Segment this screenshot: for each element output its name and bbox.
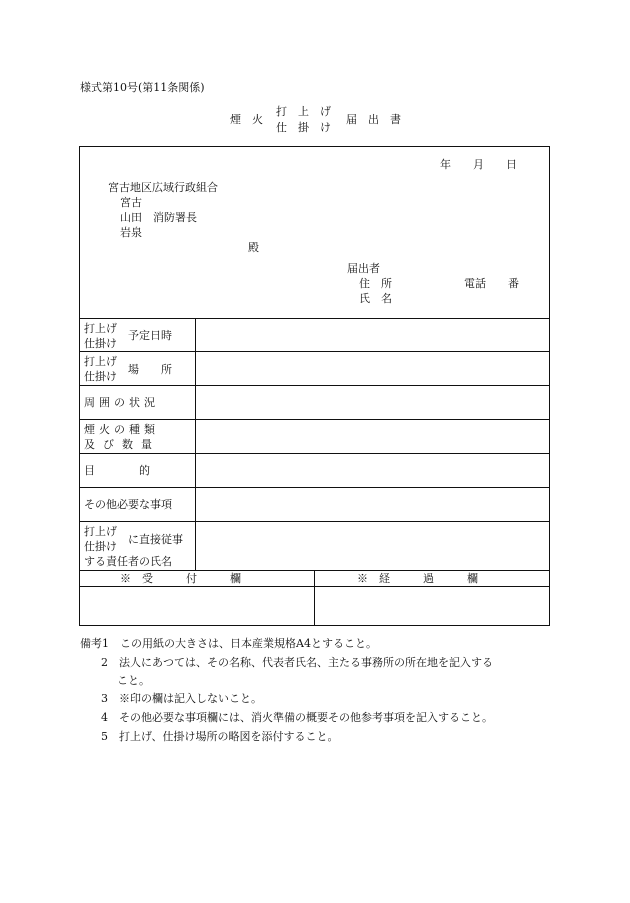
- row-divider: [79, 487, 550, 488]
- address-label: 住 所: [359, 277, 392, 290]
- addressee-line3: 岩泉: [120, 226, 142, 239]
- row7-label-bottom: 仕掛け: [84, 540, 117, 553]
- name-label: 氏 名: [359, 292, 392, 305]
- row7-label-line3: する責任者の氏名: [84, 555, 172, 568]
- row-divider: [79, 521, 550, 522]
- footer-column-divider: [314, 570, 315, 626]
- schedule-field[interactable]: [200, 322, 545, 346]
- note-4: 4 その他必要な事項欄には、消火準備の概要その他参考事項を記入すること。: [101, 711, 493, 724]
- purpose-field[interactable]: [200, 457, 545, 481]
- row4-label-top: 煙火の種類: [84, 423, 159, 436]
- addressee-line2: 山田 消防署長: [120, 211, 197, 224]
- responsible-person-field[interactable]: [200, 525, 545, 565]
- honorific: 殿: [248, 241, 259, 254]
- row-divider: [79, 318, 550, 319]
- row6-label: その他必要な事項: [84, 498, 172, 511]
- date-field[interactable]: 年 月 日: [440, 158, 517, 171]
- fireworks-type-field[interactable]: [200, 423, 545, 447]
- other-matters-field[interactable]: [200, 491, 545, 515]
- addressee-org: 宮古地区広域行政組合: [108, 181, 218, 194]
- row-divider: [79, 385, 550, 386]
- row7-label-right: に直接従事: [128, 533, 183, 546]
- progress-field: [319, 590, 544, 622]
- note-2: 2 法人にあつては、その名称、代表者氏名、主たる事務所の所在地を記入する: [101, 656, 493, 669]
- title-part3: 届 出 書: [346, 113, 401, 126]
- title-part1: 煙 火: [230, 113, 263, 126]
- phone-label: 電話 番: [464, 277, 519, 290]
- row1-label-bottom: 仕掛け: [84, 337, 117, 350]
- note-5: 5 打上げ、仕掛け場所の略図を添付すること。: [101, 730, 339, 743]
- row1-label-top: 打上げ: [84, 322, 117, 335]
- row1-label-right: 予定日時: [128, 329, 172, 342]
- row5-label: 目 的: [84, 464, 150, 477]
- form-number: 様式第10号(第11条関係): [80, 81, 205, 94]
- receipt-field: [84, 590, 309, 622]
- title-part2-bottom: 仕 掛 け: [276, 121, 331, 134]
- label-column-divider: [195, 318, 196, 570]
- row7-label-top: 打上げ: [84, 525, 117, 538]
- location-field[interactable]: [200, 355, 545, 379]
- addressee-line1: 宮古: [120, 196, 142, 209]
- progress-header: ※ 経 過 欄: [357, 572, 478, 585]
- row2-label-right: 場 所: [128, 363, 172, 376]
- row-divider: [79, 419, 550, 420]
- row2-label-top: 打上げ: [84, 355, 117, 368]
- row4-label-bottom: 及び数量: [84, 438, 160, 451]
- note-2-cont: こと。: [117, 674, 150, 687]
- title-part2-top: 打 上 げ: [276, 105, 331, 118]
- note-3: 3 ※印の欄は記入しないこと。: [101, 692, 262, 705]
- row2-label-bottom: 仕掛け: [84, 370, 117, 383]
- row-divider: [79, 453, 550, 454]
- receipt-header: ※ 受 付 欄: [120, 572, 241, 585]
- note-1: 備考1 この用紙の大きさは、日本産業規格A4とすること。: [80, 637, 377, 650]
- surroundings-field[interactable]: [200, 389, 545, 413]
- row-divider: [79, 351, 550, 352]
- row3-label: 周囲の状況: [84, 396, 159, 409]
- applicant-label: 届出者: [347, 262, 380, 275]
